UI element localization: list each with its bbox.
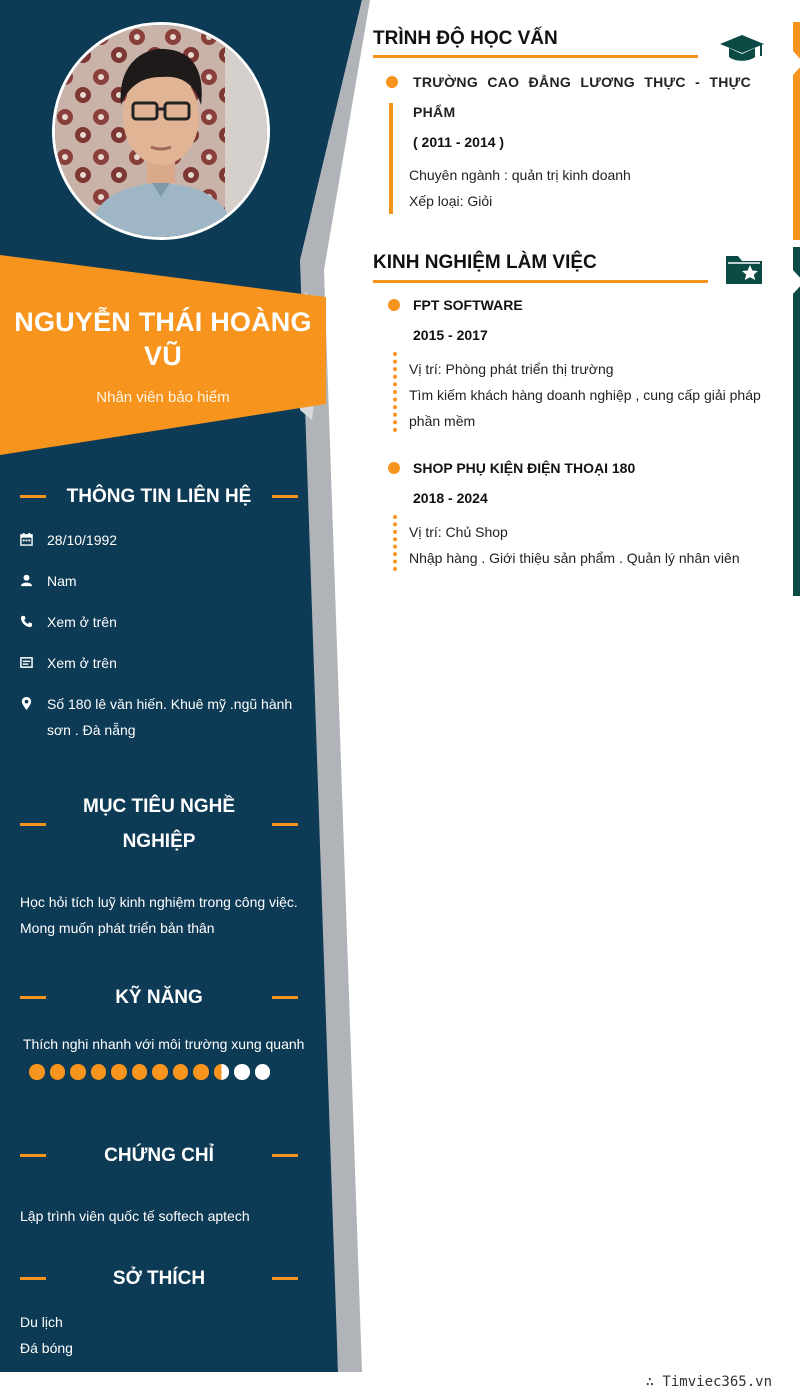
job-position: Vị trí: Phòng phát triển thị trường [409, 361, 614, 377]
education-major: Chuyên ngành : quản trị kinh doanh [409, 167, 631, 183]
contact-email: Xem ở trên [20, 650, 310, 677]
job-period: 2015 - 2017 [413, 327, 488, 343]
title-dash [272, 1277, 298, 1280]
person-icon [20, 568, 47, 595]
job-description: Nhập hàng . Giới thiệu sản phẩm . Quản lý nhân viên [409, 550, 740, 566]
objective-text: Học hỏi tích luỹ kinh nghiệm trong công việc. Mong muốn phát triển bản thân [20, 894, 298, 936]
skills-section-title: KỸ NĂNG [20, 980, 298, 1015]
hobbies-section-title: SỞ THÍCH [20, 1261, 298, 1296]
email-icon [20, 650, 47, 677]
job-period: 2018 - 2024 [413, 490, 488, 506]
objective-section-title: MỤC TIÊU NGHỀ NGHIỆP [20, 789, 298, 859]
education-accent-notch [792, 50, 800, 76]
job-timeline-dots [393, 515, 397, 571]
hobby-item: Du lịch [20, 1314, 63, 1330]
skill-rating-dot [70, 1064, 86, 1080]
skill-rating-dot [29, 1064, 45, 1080]
education-period: ( 2011 - 2014 ) [413, 134, 505, 150]
experience-title-underline [373, 280, 708, 283]
skill-rating-dot [173, 1064, 189, 1080]
timeline-bullet [388, 462, 400, 474]
hobby-list [20, 1309, 310, 1361]
title-dash [272, 996, 298, 999]
experience-accent-notch [792, 269, 800, 295]
title-dash [272, 1154, 298, 1157]
contact-list [20, 527, 310, 743]
timeline-bullet [386, 76, 398, 88]
job-title: Nhân viên bảo hiểm [96, 389, 230, 406]
skill-rating-dot [91, 1064, 107, 1080]
title-dash [20, 1277, 46, 1280]
experience-section-title: KINH NGHIỆM LÀM VIỆC [373, 252, 597, 273]
skill-rating [29, 1064, 270, 1080]
experience-side-accent [793, 247, 800, 596]
job-timeline-dots [393, 352, 397, 432]
avatar [52, 22, 270, 240]
contact-section-title: THÔNG TIN LIÊN HỆ [20, 479, 298, 514]
graduation-cap-icon [719, 33, 765, 65]
timeline-bullet [388, 299, 400, 311]
education-title-underline [373, 55, 698, 58]
contact-birthday: 28/10/1992 [20, 527, 310, 554]
school-name: TRƯỜNG CAO ĐẲNG LƯƠNG THỰC - THỰC PHẨM [413, 74, 751, 120]
title-dash [20, 1154, 46, 1157]
skill-rating-dot [132, 1064, 148, 1080]
contact-phone: Xem ở trên [20, 609, 310, 636]
title-dash [20, 823, 46, 826]
watermark: ∴ Timviec365.vn [645, 1374, 772, 1390]
company-name: SHOP PHỤ KIỆN ĐIỆN THOẠI 180 [413, 460, 636, 476]
contact-gender: Nam [20, 568, 310, 595]
skill-rating-dot [50, 1064, 66, 1080]
skill-rating-dot [193, 1064, 209, 1080]
title-dash [20, 996, 46, 999]
skill-rating-dot [214, 1064, 230, 1080]
company-name: FPT SOFTWARE [413, 297, 523, 313]
education-section-title: TRÌNH ĐỘ HỌC VẤN [373, 28, 558, 49]
profile-header [0, 305, 326, 406]
title-dash [272, 823, 298, 826]
title-dash [272, 495, 298, 498]
skill-name: Thích nghi nhanh với môi trường xung quanh [23, 1036, 305, 1052]
candidate-name: NGUYỄN THÁI HOÀNG VŨ [14, 307, 312, 371]
hobby-item: Đá bóng [20, 1340, 73, 1356]
job-position: Vị trí: Chủ Shop [409, 524, 508, 540]
phone-icon [20, 609, 47, 636]
education-grade: Xếp loại: Giỏi [409, 193, 493, 209]
contact-address: Số 180 lê văn hiến. Khuê mỹ .ngũ hành sơn . Đà nẵng [20, 691, 310, 743]
job-description: Tìm kiếm khách hàng doanh nghiệp , cung cấp giải pháp phần mềm [409, 387, 761, 429]
calendar-icon [20, 527, 47, 554]
folder-star-icon [724, 252, 764, 286]
education-timeline-bar [389, 103, 393, 214]
location-icon [20, 691, 47, 718]
skill-rating-dot [255, 1064, 271, 1080]
skill-rating-dot [234, 1064, 250, 1080]
title-dash [20, 495, 46, 498]
skill-rating-dot [152, 1064, 168, 1080]
certificate-text: Lập trình viên quốc tế softech aptech [20, 1208, 250, 1224]
certificates-section-title: CHỨNG CHỈ [20, 1138, 298, 1173]
skill-rating-dot [111, 1064, 127, 1080]
